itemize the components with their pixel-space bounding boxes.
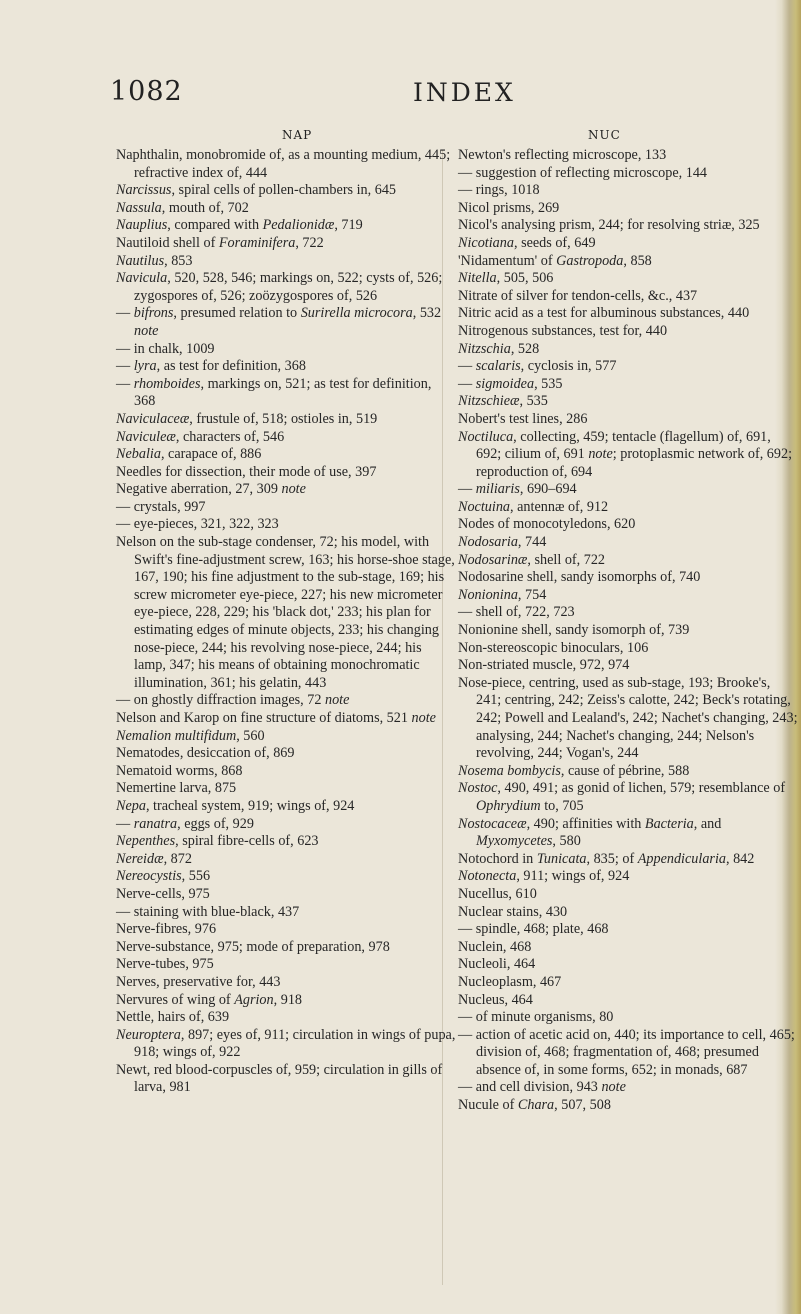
index-entry: — rhomboides, markings on, 521; as test for definition, 368	[116, 375, 432, 410]
index-entry: — rings, 1018	[458, 182, 540, 199]
index-entry: Nitzschieæ, 535	[458, 393, 548, 410]
index-entry: Nucleoplasm, 467	[458, 973, 562, 990]
index-entry: Non-striated muscle, 972, 974	[458, 657, 630, 674]
index-entry: Nuclear stains, 430	[458, 903, 568, 920]
index-entry: — in chalk, 1009	[116, 340, 215, 357]
index-entry: — bifrons, presumed relation to Surirella microcora, 532 note	[116, 305, 442, 339]
index-entry: — scalaris, cyclosis in, 577	[458, 358, 617, 375]
index-entry: Nicol prisms, 269	[458, 199, 560, 216]
index-entry: Naphthalin, monobromide of, as a mounting medium, 445; refractive index of, 444	[116, 147, 451, 181]
index-entry: Nematoid worms, 868	[116, 762, 243, 779]
index-entry: Nucleoli, 464	[458, 956, 536, 973]
index-entry: Nautilus, 853	[116, 252, 193, 269]
index-entry: Nettle, hairs of, 639	[116, 1009, 230, 1026]
index-entry: Nucellus, 610	[458, 885, 537, 902]
index-entry: Nereidæ, 872	[116, 850, 192, 867]
index-entry: Nostoc, 490, 491; as gonid of lichen, 579; resemblance of Ophrydium to, 705	[458, 780, 786, 814]
index-entry: Nebalia, carapace of, 886	[116, 446, 262, 463]
index-entry: Nematodes, desiccation of, 869	[116, 745, 295, 762]
index-entry: Nose-piece, centring, used as sub-stage, 193; Brooke's, 241; centring, 242; Zeiss's calotte, 242; Beck's rotating, 242; Powell and Lealand's, 242; Nachet's changing, 243; analysing, 244; Nachet's changing, 244; Nelson's revolving, 244; Vogan's, 244	[458, 674, 798, 762]
index-entry: — on ghostly diffraction images, 72 note	[116, 692, 350, 709]
index-entry: — action of acetic acid on, 440; its importance to cell, 465; division of, 468; fragmentation of, 468; presumed absence of, in some forms, 652; in monads, 687	[458, 1026, 795, 1078]
index-entry: Nodosaria, 744	[458, 534, 547, 551]
index-entry: — of minute organisms, 80	[458, 1009, 614, 1026]
index-entry: Nelson and Karop on fine structure of diatoms, 521 note	[116, 710, 436, 726]
index-entry: — miliaris, 690–694	[458, 481, 577, 498]
right-index-column	[458, 147, 798, 1115]
index-entry: Nicol's analysing prism, 244; for resolving striæ, 325	[458, 217, 760, 234]
index-entry: Nitrogenous substances, test for, 440	[458, 322, 668, 339]
index-entry: — suggestion of reflecting microscope, 144	[458, 164, 708, 181]
index-entry: 'Nidamentum' of Gastropoda, 858	[458, 252, 652, 269]
index-entry: Nobert's test lines, 286	[458, 410, 588, 427]
index-entry: Nautiloid shell of Foraminifera, 722	[116, 234, 324, 251]
index-entry: Nitella, 505, 506	[458, 270, 554, 287]
index-entry: Neuroptera, 897; eyes of, 911; circulation in wings of pupa, 918; wings of, 922	[116, 1026, 456, 1061]
index-entry: Notochord in Tunicata, 835; of Appendicularia, 842	[458, 850, 755, 867]
index-entry: Nepenthes, spiral fibre-cells of, 623	[116, 833, 319, 850]
index-entry: Nerves, preservative for, 443	[116, 973, 281, 990]
page-number: 1082	[110, 76, 183, 107]
index-entry: Nemalion multifidum, 560	[116, 727, 265, 744]
index-entry: — eye-pieces, 321, 322, 323	[116, 516, 279, 533]
index-entry: Nerve-cells, 975	[116, 885, 210, 902]
index-entry: Newt, red blood-corpuscles of, 959; circulation in gills of larva, 981	[116, 1061, 443, 1096]
index-entry: Noctiluca, collecting, 459; tentacle (flagellum) of, 691, 692; cilium of, 691 note; protoplasmic network of, 692; reproduction of, 694	[458, 428, 793, 480]
index-entry: Nitrate of silver for tendon-cells, &c., 437	[458, 287, 698, 304]
index-entry: Naviculeæ, characters of, 546	[116, 428, 285, 445]
index-entry: Nitric acid as a test for albuminous substances, 440	[458, 305, 750, 322]
index-entry: Nucleus, 464	[458, 991, 533, 1008]
index-entry: Nodosarine shell, sandy isomorphs of, 740	[458, 569, 701, 586]
index-entry: — shell of, 722, 723	[458, 604, 575, 621]
index-entry: Notonecta, 911; wings of, 924	[458, 868, 630, 885]
index-entry: Nodosarinæ, shell of, 722	[458, 551, 606, 568]
index-entry: — and cell division, 943 note	[458, 1079, 626, 1096]
index-entry: Nereocystis, 556	[116, 868, 211, 885]
index-entry: Nassula, mouth of, 702	[116, 199, 249, 216]
index-entry: — crystals, 997	[116, 498, 206, 515]
index-entry: Nervures of wing of Agrion, 918	[116, 991, 302, 1008]
index-entry: Needles for dissection, their mode of use, 397	[116, 463, 377, 480]
index-entry: Negative aberration, 27, 309 note	[116, 481, 306, 498]
index-entry: Nerve-substance, 975; mode of preparation, 978	[116, 938, 390, 955]
index-entry: Navicula, 520, 528, 546; markings on, 522; cysts of, 526; zygospores of, 526; zoözygospores of, 526	[116, 270, 443, 304]
index-entry: — staining with blue-black, 437	[116, 903, 300, 920]
page-header	[110, 76, 730, 116]
index-entry: — ranatra, eggs of, 929	[116, 815, 254, 832]
index-entry: Nuclein, 468	[458, 938, 532, 955]
index-entry: Nodes of monocotyledons, 620	[458, 516, 636, 533]
index-entry: Non-stereoscopic binoculars, 106	[458, 639, 649, 656]
index-entry: Nonionine shell, sandy isomorph of, 739	[458, 622, 690, 639]
index-entry: — sigmoidea, 535	[458, 375, 563, 392]
index-entry: Nicotiana, seeds of, 649	[458, 234, 596, 251]
index-entry: Nosema bombycis, cause of pébrine, 588	[458, 762, 690, 779]
index-entry: Nemertine larva, 875	[116, 780, 237, 797]
index-entry: Narcissus, spiral cells of pollen-chambers in, 645	[116, 182, 397, 199]
index-entry: Noctuina, antennæ of, 912	[458, 498, 609, 515]
index-entry: Nostocaceæ, 490; affinities with Bacteria, and Myxomycetes, 580	[458, 815, 722, 850]
index-entry: Newton's reflecting microscope, 133	[458, 147, 667, 163]
index-entry: Nepa, tracheal system, 919; wings of, 924	[116, 797, 355, 814]
index-entry: — lyra, as test for definition, 368	[116, 358, 306, 375]
left-running-head: NAP	[282, 128, 313, 142]
index-entry: Nauplius, compared with Pedalionidæ, 719	[116, 217, 363, 234]
index-entry: Nitzschia, 528	[458, 340, 540, 357]
index-entry: Nelson on the sub-stage condenser, 72; his model, with Swift's fine-adjustment screw, 163; his horse-shoe stage, 167, 190; his fine adjustment to the sub-stage, 169; his screw micrometer eye-piece, 227; his new micrometer eye-piece, 228, 229; his 'black dot,' 233; his plan for estimating edges of minute objects, 233; his changing nose-piece, 244; his revolving nose-piece, 244; his lamp, 347; his means of obtaining monochromatic illumination, 361; his gelatin, 443	[116, 534, 455, 691]
index-entry: Nerve-tubes, 975	[116, 956, 214, 973]
index-entry: Nonionina, 754	[458, 586, 547, 603]
index-entry: — spindle, 468; plate, 468	[458, 921, 609, 938]
page-title: INDEX	[413, 78, 516, 107]
right-running-head: NUC	[588, 128, 621, 142]
index-entry: Nucule of Chara, 507, 508	[458, 1097, 611, 1114]
index-entry: Naviculaceæ, frustule of, 518; ostioles in, 519	[116, 410, 378, 427]
index-entry: Nerve-fibres, 976	[116, 921, 217, 938]
left-index-column	[116, 147, 456, 1097]
